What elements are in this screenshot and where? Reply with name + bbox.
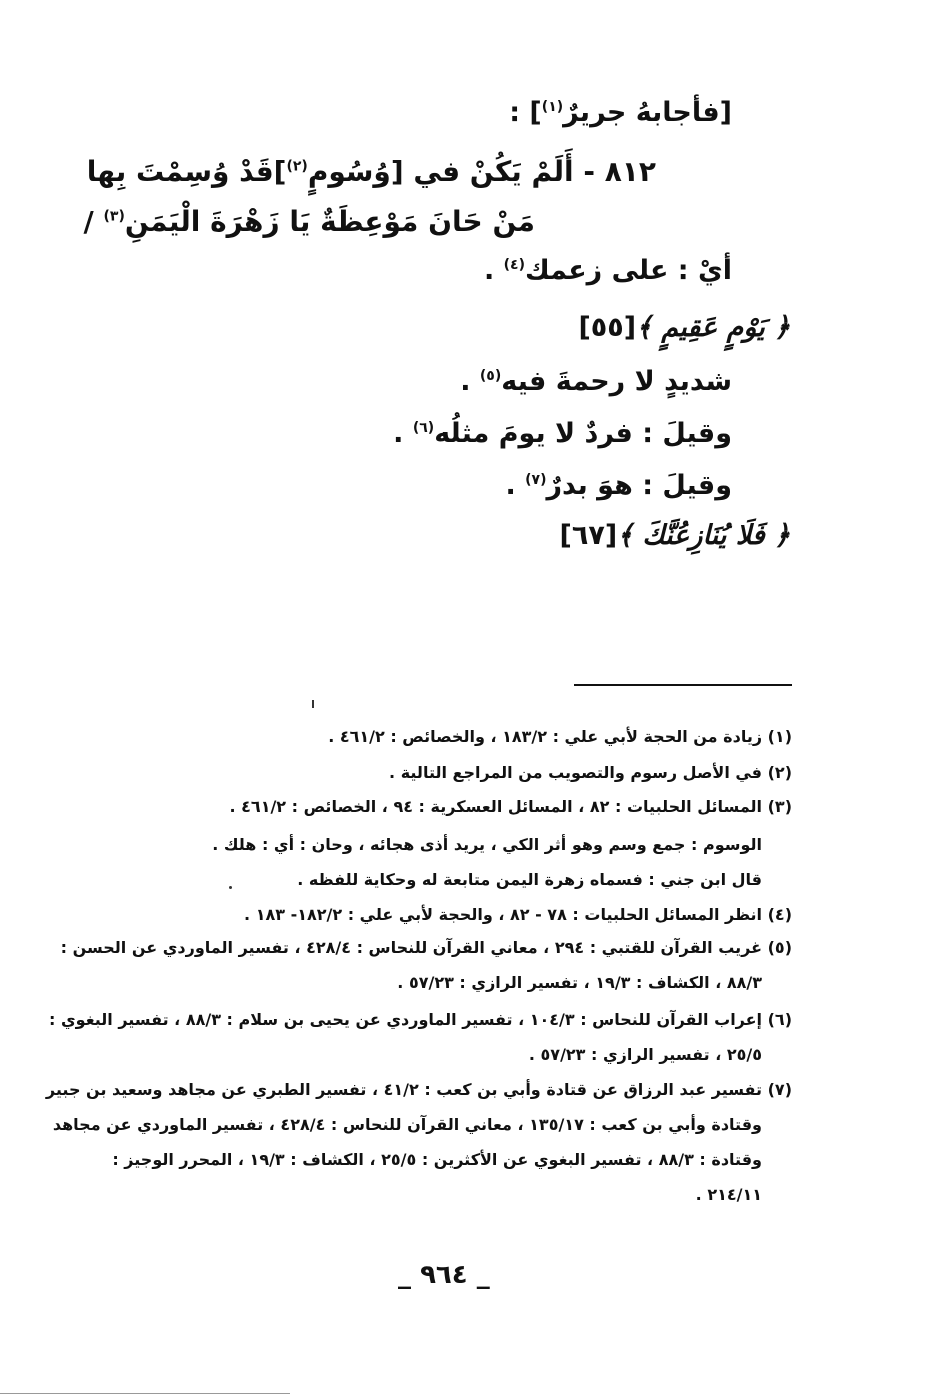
line6-end: . (460, 366, 480, 397)
line2-post: ]قَدْ وُسِمْتَ بِها (86, 155, 287, 188)
footnote-6-line-2: ٢٥/٥ ، تفسير الرازي : ٥٧/٢٣ . (528, 1045, 762, 1064)
quranic-citation-67 (560, 520, 790, 552)
line3-end: / (83, 205, 104, 238)
quranic-citation-55 (578, 312, 790, 344)
footnote-4: (٤) انظر المسائل الحلبيات : ٧٨ - ٨٢ ، والحجة لأبي علي : ١٨٢/٢- ١٨٣ . (244, 905, 792, 924)
ayah-ref-67: [٦٧] (559, 520, 618, 551)
footnote-5: (٥) غريب القرآن للقتبي : ٢٩٤ ، معاني القرآن للنحاس : ٤٢٨/٤ ، تفسير الماوردي عن الحسن : (60, 938, 792, 957)
main-line-6 (460, 366, 732, 398)
footnote-7-line-2: وقتادة وأبي بن كعب : ١٣٥/١٧ ، معاني القرآن للنحاس : ٤٢٨/٤ ، تفسير الماوردي عن مجاهد (52, 1115, 762, 1134)
footnote-marker-6: (٦) (412, 420, 435, 436)
footnote-marker-4: (٤) (503, 257, 525, 273)
page-number: _ ٩٦٤ _ (398, 1260, 490, 1290)
line1-text: [فأجابهُ جريرٌ (563, 97, 732, 128)
footnote-separator (574, 684, 792, 686)
scan-edge-line (0, 1393, 290, 1394)
verse-812-second-hemistich (84, 205, 536, 239)
scan-dot (229, 886, 232, 889)
line8-text: وقيلَ : هوَ بدرٌ (546, 470, 732, 501)
line1-end: ] : (509, 97, 542, 128)
line4-end: . (483, 255, 504, 286)
footnote-3-line-2: الوسوم : جمع وسم وهو أثر الكي ، يريد أذى هجائه ، وحان : أي : هلك . (212, 835, 762, 854)
footnote-3: (٣) المسائل الحلبيات : ٨٢ ، المسائل العسكرية : ٩٤ ، الخصائص : ٤٦١/٢ . (229, 797, 792, 816)
main-line-4 (484, 255, 732, 287)
footnote-5-line-2: ٨٨/٣ ، الكشاف : ١٩/٣ ، تفسير الرازي : ٥٧/٢٣ . (397, 973, 762, 992)
line3-text: مَنْ حَانَ مَوْعِظَةٌ يَا زَهْرَةَ الْيَمَنِ (124, 205, 535, 238)
verse-812-first-hemistich (87, 155, 656, 189)
footnote-marker-5: (٥) (479, 368, 502, 384)
line7-text: وقيلَ : فردٌ لا يومَ مثلُه (434, 418, 732, 449)
footnote-6: (٦) إعراب القرآن للنحاس : ١٠٤/٣ ، تفسير الماوردي عن يحيى بن سلام : ٨٨/٣ ، تفسير البغوي : (49, 1010, 792, 1029)
ayah-ref-55: [٥٥] (578, 312, 637, 343)
footnote-marker-1: (١) (541, 99, 564, 115)
footnote-marker-7: (٧) (525, 472, 547, 488)
footnote-1: (١) زيادة من الحجة لأبي علي : ١٨٣/٢ ، والخصائص : ٤٦١/٢ . (328, 727, 792, 746)
ayah-text-55: ﴿ يَوْمٍ عَقِيمٍ ﴾ (636, 312, 790, 343)
line6-text: شديدٍ لا رحمةَ فيه (501, 366, 732, 397)
line8-end: . (505, 470, 526, 501)
main-line-1 (509, 97, 732, 129)
footnote-7-line-4: ٢١٤/١١ . (695, 1185, 762, 1204)
line7-end: . (393, 418, 413, 449)
ayah-text-67: ﴿ فَلَا يُنَازِعُنَّكَ ﴾ (617, 520, 790, 551)
line2-pre: ٨١٢ - أَلَمْ يَكُنْ في [وُسُومٍ (307, 155, 656, 188)
main-line-8 (505, 470, 732, 502)
footnote-3-line-3: قال ابن جني : فسماه زهرة اليمن متابعة له وحكاية للفظه . (297, 870, 762, 889)
footnote-2: (٢) في الأصل رسوم والتصويب من المراجع التالية . (389, 763, 792, 782)
footnote-7: (٧) تفسير عبد الرزاق عن قتادة وأبي بن كعب : ٤١/٢ ، تفسير الطبري عن مجاهد وسعيد بن جبير (45, 1080, 792, 1099)
footnote-marker-3: (٣) (103, 208, 125, 225)
main-line-7 (393, 418, 732, 450)
footnote-marker-2: (٢) (286, 158, 308, 175)
scan-mark (312, 700, 314, 708)
line4-text: أيْ : على زعمك (524, 255, 732, 286)
footnote-7-line-3: وقتادة : ٨٨/٣ ، تفسير البغوي عن الأكثرين : ٢٥/٥ ، الكشاف : ١٩/٣ ، المحرر الوجيز : (112, 1150, 762, 1169)
